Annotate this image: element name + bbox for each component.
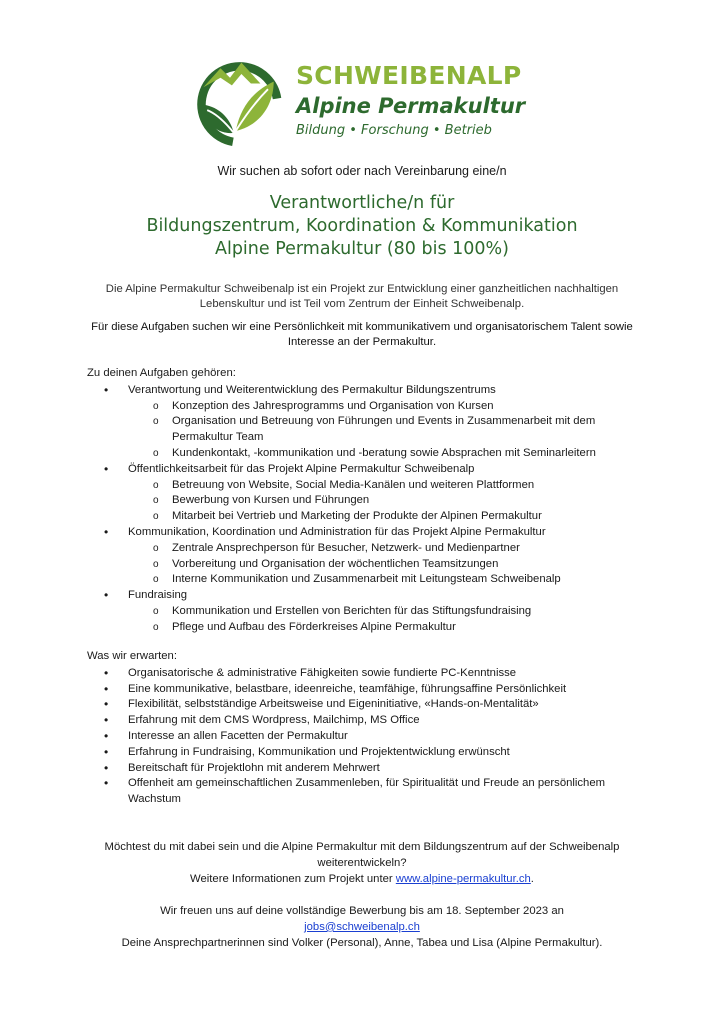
brand-tagline: Bildung • Forschung • Betrieb [296, 123, 492, 138]
expectations-section [87, 649, 647, 808]
contact-persons: Deine Ansprechpartnerinnen sind Volker (Personal), Anne, Tabea und Lisa (Alpine Permakultur). [121, 936, 603, 949]
application-info [0, 904, 724, 951]
list-item [87, 525, 647, 588]
schweibenalp-logo-icon [192, 55, 287, 150]
list-item: • Erfahrung in Fundraising, Kommunikation und Projektentwicklung erwünscht [87, 745, 647, 761]
task-text: Öffentlichkeitsarbeit für das Projekt Alpine Permakultur Schweibenalp [128, 462, 475, 475]
list-item: o Organisation und Betreuung von Führungen und Events in Zusammenarbeit mit dem Permakultur Team [128, 414, 647, 446]
list-item: • Organisatorische & administrative Fähigkeiten sowie fundierte PC-Kenntnisse [87, 666, 647, 682]
more-info-suffix: . [530, 872, 534, 885]
job-title-line-3: Alpine Permakultur (80 bis 100%) [214, 239, 509, 259]
job-title-line-2: Bildungszentrum, Koordination & Kommunikation [146, 216, 578, 236]
list-item: • Erfahrung mit dem CMS Wordpress, Mailchimp, MS Office [87, 713, 647, 729]
list-item: • Eine kommunikative, belastbare, ideenreiche, teamfähige, führungsaffine Persönlichkeit [87, 682, 647, 698]
brand-block [296, 62, 525, 141]
subtask-list [128, 541, 647, 588]
project-website-link[interactable]: www.alpine-permakultur.ch [395, 872, 531, 885]
job-title-line-1: Verantwortliche/n für [269, 193, 455, 213]
list-item: o Zentrale Ansprechperson für Besucher, Netzwerk- und Medienpartner [128, 541, 647, 557]
tasks-section [87, 366, 647, 636]
closing-question: Möchtest du mit dabei sein und die Alpine Permakultur mit dem Bildungszentrum auf der Schweibenalp weiterentwickeln? [104, 841, 620, 869]
list-item: o Pflege und Aufbau des Förderkreises Alpine Permakultur [128, 620, 647, 636]
task-text: Verantwortung und Weiterentwicklung des Permakultur Bildungszentrums [128, 383, 496, 396]
list-item: o Mitarbeit bei Vertrieb und Marketing der Produkte der Alpinen Permakultur [128, 509, 647, 525]
more-info-prefix: Weitere Informationen zum Projekt unter [190, 872, 396, 885]
job-title [0, 192, 724, 261]
list-item: • Offenheit am gemeinschaftlichen Zusammenleben, für Spiritualität und Freude an persönlichem Wachstum [87, 776, 647, 808]
expectations-title: Was wir erwarten: [87, 650, 177, 662]
list-item [87, 462, 647, 525]
closing-invitation [100, 840, 624, 887]
subtask-list [128, 399, 647, 462]
list-item: o Bewerbung von Kursen und Führungen [128, 493, 647, 509]
list-item: o Kommunikation und Erstellen von Berichten für das Stiftungsfundraising [128, 604, 647, 620]
tasks-list [87, 383, 647, 636]
list-item: o Betreuung von Website, Social Media-Kanälen und weiteren Plattformen [128, 478, 647, 494]
project-description: Die Alpine Permakultur Schweibenalp ist ein Projekt zur Entwicklung einer ganzheitlichen nachhaltigen Lebenskultur und ist Teil vom Zentrum der Einheit Schweibenalp. [105, 283, 619, 310]
list-item: • Interesse an allen Facetten der Permakultur [87, 729, 647, 745]
task-text: Fundraising [128, 589, 188, 602]
subtask-list [128, 478, 647, 525]
brand-name: SCHWEIBENALP [296, 61, 522, 90]
tasks-title: Zu deinen Aufgaben gehören: [87, 367, 236, 379]
profile-summary: Für diese Aufgaben suchen wir eine Persönlichkeit mit kommunikativem und organisatorischem Talent sowie Interesse an der Permakultur. [91, 321, 633, 348]
list-item: • Flexibilität, selbstständige Arbeitsweise und Eigeninitiative, «Hands-on-Mentalität» [87, 697, 647, 713]
expectations-list [87, 666, 647, 808]
subtask-list [128, 604, 647, 636]
more-info-line [100, 872, 624, 888]
list-item: o Vorbereitung und Organisation der wöchentlichen Teamsitzungen [128, 557, 647, 573]
brand-subtitle: Alpine Permakultur [296, 94, 526, 118]
list-item [87, 383, 647, 462]
list-item: • Bereitschaft für Projektlohn mit anderem Mehrwert [87, 761, 647, 777]
intro-text: Wir suchen ab sofort oder nach Vereinbarung eine/n [217, 164, 507, 178]
list-item: o Interne Kommunikation und Zusammenarbeit mit Leitungsteam Schweibenalp [128, 572, 647, 588]
application-email-link[interactable]: jobs@schweibenalp.ch [304, 920, 420, 933]
application-deadline: Wir freuen uns auf deine vollständige Bewerbung bis am 18. September 2023 an [160, 905, 564, 917]
list-item [87, 588, 647, 635]
list-item: o Konzeption des Jahresprogramms und Organisation von Kursen [128, 399, 647, 415]
task-text: Kommunikation, Koordination und Administration für das Projekt Alpine Permakultur [128, 525, 546, 538]
list-item: o Kundenkontakt, -kommunikation und -beratung sowie Absprachen mit Seminarleitern [128, 446, 647, 462]
